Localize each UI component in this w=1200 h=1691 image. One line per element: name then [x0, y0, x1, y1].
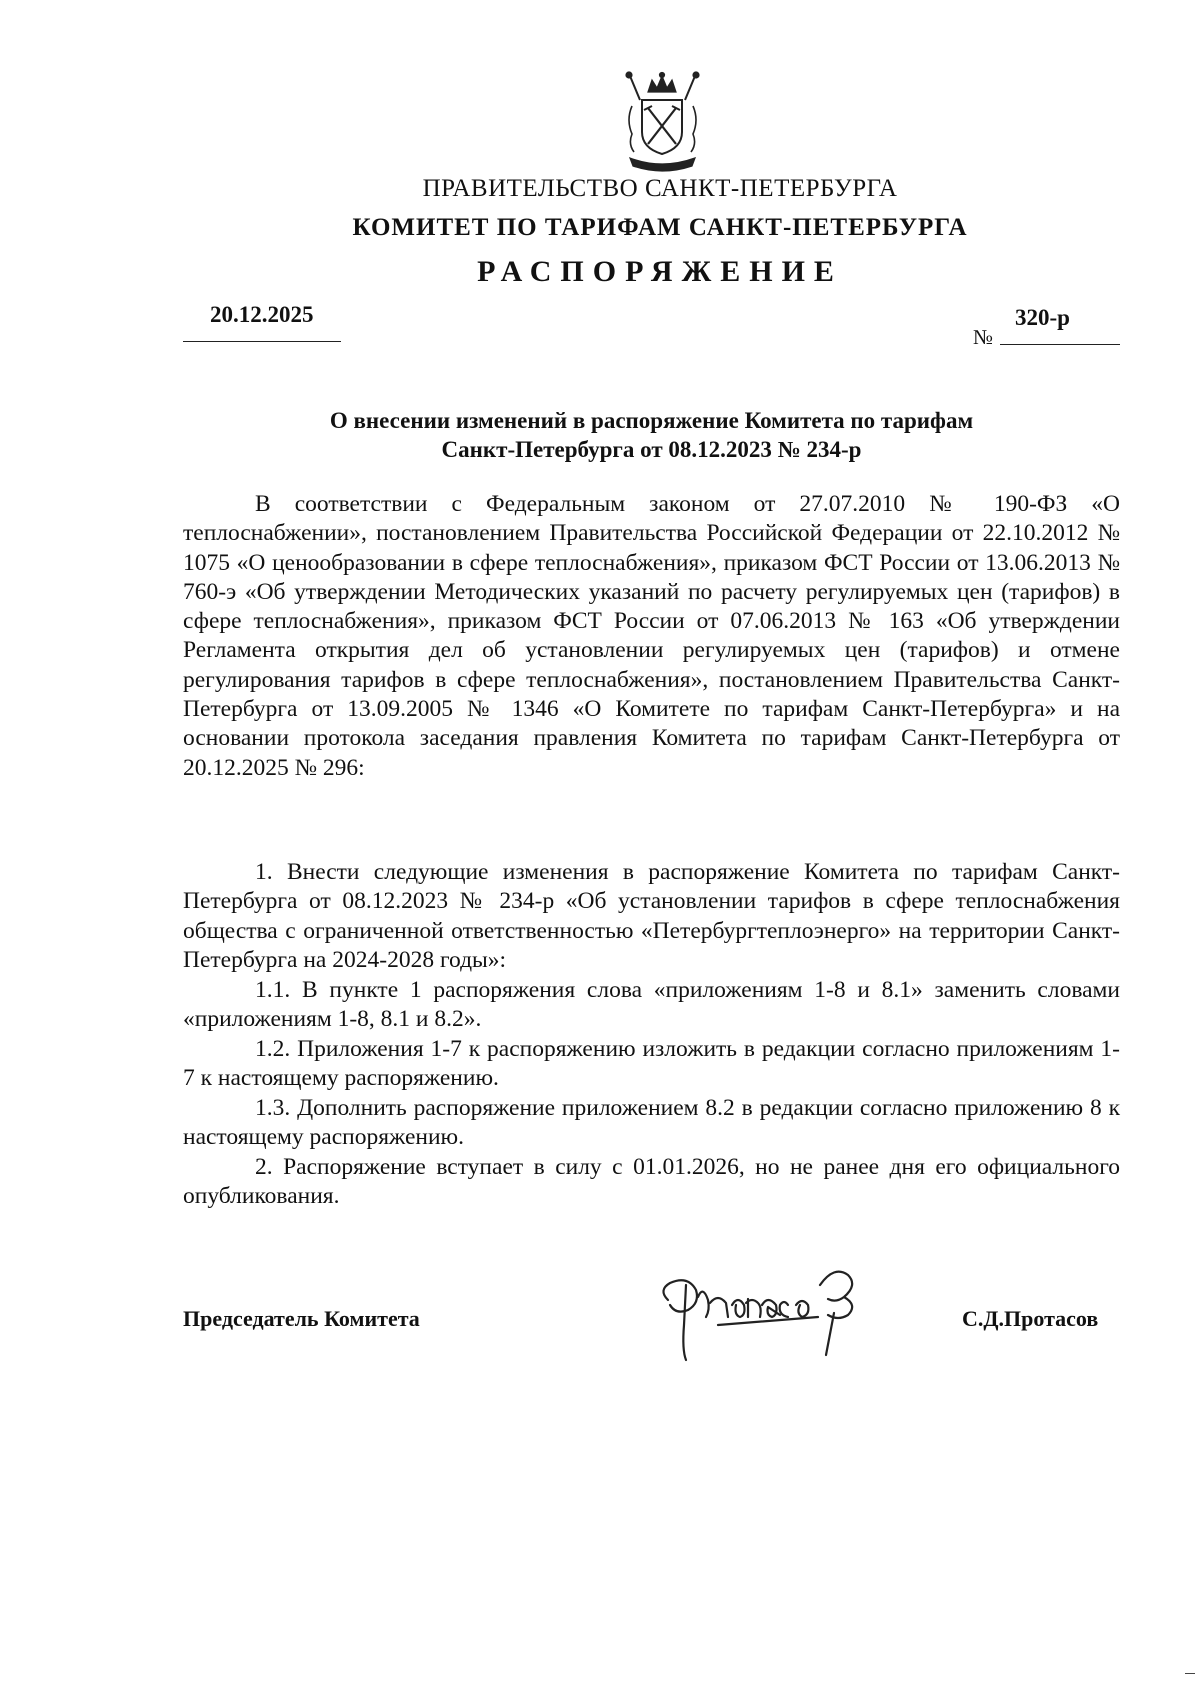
signatory-name: С.Д.Протасов: [962, 1306, 1099, 1331]
document-date: 20.12.2025: [210, 302, 314, 327]
number-sign: №: [973, 325, 994, 349]
date-underline: [183, 341, 341, 342]
committee-title: КОМИТЕТ ПО ТАРИФАМ САНКТ-ПЕТЕРБУРГА: [352, 214, 968, 241]
number-underline: [1000, 344, 1120, 345]
document-number: 320-р: [1015, 305, 1070, 330]
st-petersburg-coat-of-arms-icon: [620, 70, 705, 175]
item-2-paragraph: 2. Распоряжение вступает в силу с 01.01.2026, но не ранее дня его официального опубликования.: [183, 1154, 1120, 1210]
government-title: ПРАВИТЕЛЬСТВО САНКТ-ПЕТЕРБУРГА: [422, 175, 898, 202]
item-1-1-paragraph: 1.1. В пункте 1 распоряжения слова «приложениям 1-8 и 8.1» заменить словами «приложениям 1-8, 8.1 и 8.2».: [183, 977, 1120, 1033]
handwritten-signature: [648, 1255, 906, 1370]
preamble-paragraph: В соответствии с Федеральным законом от 27.07.2010 № 190-ФЗ «О теплоснабжении», постановлением Правительства Российской Федерации от 22.10.2012 № 1075 «О ценообразовании в сфере теплоснабжения», приказом ФСТ России от 13.06.2013 № 760-э «Об утверждении Методических указаний по расчету регулируемых цен (тарифов) в сфере теплоснабжения», приказом ФСТ России от 07.06.2013 № 163 «Об утверждении Регламента открытия дел об установлении регулируемых цен (тарифов) и отмене регулирования тарифов в сфере теплоснабжения», постановлением Правительства Санкт-Петербурга от 13.09.2005 № 1346 «О Комитете по тарифам Санкт-Петербурга» и на основании протокола заседания правления Комитета по тарифам Санкт-Петербурга от 20.12.2025 № 296:: [183, 491, 1120, 781]
scan-edge-mark: [1185, 1673, 1195, 1674]
document-heading: [183, 406, 1120, 464]
item-1-paragraph: 1. Внести следующие изменения в распоряжение Комитета по тарифам Санкт-Петербурга от 08.12.2023 № 234-р «Об установлении тарифов в сфере теплоснабжения общества с ограниченной ответственностью «Петербургтеплоэнерго» на территории Санкт-Петербурга на 2024-2028 годы»:: [183, 859, 1120, 973]
item-1-3-paragraph: 1.3. Дополнить распоряжение приложением 8.2 в редакции согласно приложению 8 к настоящему распоряжению.: [183, 1095, 1120, 1151]
item-1-2-paragraph: 1.2. Приложения 1-7 к распоряжению изложить в редакции согласно приложениям 1-7 к настоящему распоряжению.: [183, 1036, 1120, 1092]
heading-line-1: О внесении изменений в распоряжение Комитета по тарифам: [329, 408, 974, 433]
heading-line-2: Санкт-Петербурга от 08.12.2023 № 234-р: [441, 437, 862, 462]
document-type-title: РАСПОРЯЖЕНИЕ: [477, 255, 843, 288]
signatory-position: Председатель Комитета: [183, 1306, 420, 1331]
